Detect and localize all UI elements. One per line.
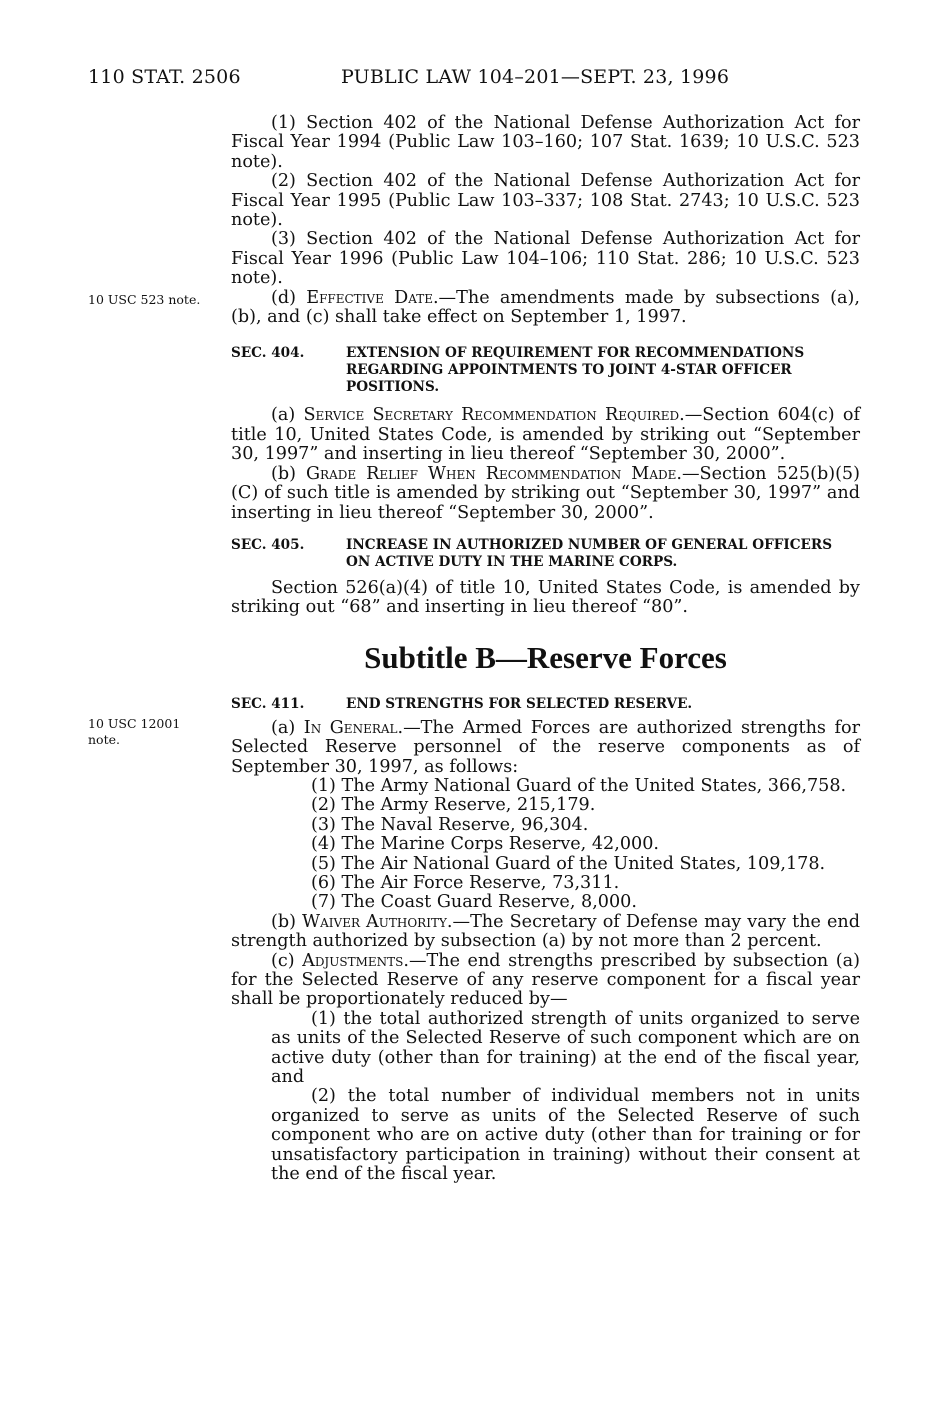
sec-411-a-prefix: (a): [271, 717, 304, 738]
sec-405-title: INCREASE IN AUTHORIZED NUMBER OF GENERAL OFFICERS ON ACTIVE DUTY IN THE MARINE CORPS.: [346, 536, 833, 570]
public-law-citation: PUBLIC LAW 104–201—SEPT. 23, 1996: [341, 66, 730, 88]
sec-404-a-label: Service Secretary Recommendation Required: [303, 405, 680, 426]
sec-411-heading: [231, 696, 860, 713]
sec-411-c-prefix: (c): [271, 950, 303, 971]
effective-date-text: .—The amendments made by subsections (a), (b), and (c) shall take effect on September 1, 1997.: [231, 287, 860, 328]
sec-411-c-1: (1) the total authorized strength of units organized to serve as units of the Selected Reserve of such component which are on active duty (other than for training) at the end of the fiscal year, and: [271, 1008, 860, 1088]
sec-411-a-label: In General: [303, 717, 398, 738]
strength-item-3: (3) The Naval Reserve, 96,304.: [311, 814, 589, 835]
margin-note-523: 10 USC 523 note.: [88, 292, 201, 307]
effective-date-paragraph: [231, 289, 860, 328]
strength-item-5: (5) The Air National Guard of the United States, 109,178.: [311, 853, 826, 874]
sec-404-b: [231, 465, 860, 523]
strength-item-2: (2) The Army Reserve, 215,179.: [311, 795, 596, 816]
page-body: [231, 114, 860, 1184]
sec-404-title: EXTENSION OF REQUIREMENT FOR RECOMMENDATIONS REGARDING APPOINTMENTS TO JOINT 4-STAR OFFICER POSITIONS.: [346, 345, 805, 396]
sec-411-c-label: Adjustments: [302, 950, 404, 971]
sec-411-c-2: (2) the total number of individual members not in units organized to serve as units of the Selected Reserve of such component who are on active duty (other than for training or for unsatisfactory participation in training) without their consent at the end of the fiscal year.: [271, 1086, 860, 1185]
sec-411-b-text: .—The Secretary of Defense may vary the end strength authorized by subsection (a) by not more than 2 percent.: [231, 911, 860, 952]
list-item-1: (1) Section 402 of the National Defense Authorization Act for Fiscal Year 1994 (Public Law 103–160; 107 Stat. 1639; 10 U.S.C. 523 note).: [231, 113, 860, 172]
effective-date-label: Effective Date: [306, 287, 433, 308]
strength-item-4: (4) The Marine Corps Reserve, 42,000.: [311, 834, 660, 855]
sec-404-number: SEC. 404.: [231, 345, 305, 362]
sec-404-heading: [231, 345, 860, 396]
sec-404-a: [231, 406, 860, 464]
list-item-3: (3) Section 402 of the National Defense Authorization Act for Fiscal Year 1996 (Public Law 104–106; 110 Stat. 286; 10 U.S.C. 523 note).: [231, 229, 860, 289]
sec-404-a-text: .—Section 604(c) of title 10, United States Code, is amended by striking out “September 30, 1997” and inserting in lieu thereof “September 30, 2000”.: [231, 405, 861, 465]
sec-405-heading: [231, 537, 860, 571]
list-item-2: (2) Section 402 of the National Defense Authorization Act for Fiscal Year 1995 (Public Law 103–337; 108 Stat. 2743; 10 U.S.C. 523 note).: [231, 171, 860, 231]
sec-404-a-prefix: (a): [271, 405, 304, 426]
sec-405-number: SEC. 405.: [231, 536, 305, 553]
sec-411-a-text: .—The Armed Forces are authorized strengths for Selected Reserve personnel of the reserve components as of September 30, 1997, as follows:: [231, 717, 860, 777]
margin-note-12001: [88, 716, 223, 748]
sec-404-b-text: .—Section 525(b)(5)(C) of such title is amended by striking out “September 30, 1997” and inserting in lieu thereof “September 30, 2000”.: [231, 463, 860, 523]
sec-411-c-text: .—The end strengths prescribed by subsection (a) for the Selected Reserve of any reserve component for a fiscal year shall be proportionately reduced by—: [231, 950, 860, 1010]
sec-411-b-prefix: (b): [271, 911, 303, 932]
sec-411-a: [231, 719, 860, 777]
strength-item-1: (1) The Army National Guard of the United States, 366,758.: [311, 775, 847, 796]
sec-411-c: [231, 952, 860, 1010]
margin-note-12001-line1: 10 USC 12001: [88, 716, 181, 731]
stat-citation: 110 STAT. 2506: [88, 66, 241, 88]
sec-411-b: [231, 913, 860, 952]
effective-date-prefix: (d): [271, 287, 307, 308]
sec-404-b-label: Grade Relief When Recommendation Made: [306, 463, 677, 484]
strength-item-7: (7) The Coast Guard Reserve, 8,000.: [311, 892, 637, 913]
strength-item-6: (6) The Air Force Reserve, 73,311.: [311, 872, 620, 893]
sec-405-text: Section 526(a)(4) of title 10, United States Code, is amended by striking out “68” and inserting in lieu thereof “80”.: [231, 577, 860, 618]
sec-411-b-label: Waiver Authority: [302, 911, 447, 932]
subtitle-heading: Subtitle B—Reserve Forces: [364, 639, 727, 675]
sec-411-title: END STRENGTHS FOR SELECTED RESERVE.: [346, 695, 693, 712]
margin-note-12001-line2: note.: [88, 732, 120, 747]
sec-411-number: SEC. 411.: [231, 695, 305, 712]
sec-404-b-prefix: (b): [271, 463, 306, 484]
page-header: [0, 66, 947, 96]
